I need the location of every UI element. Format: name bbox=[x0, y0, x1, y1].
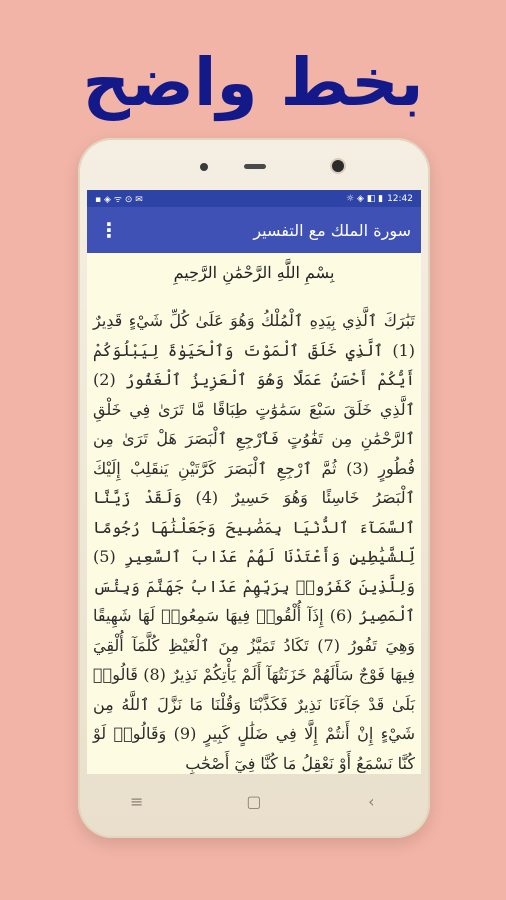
home-icon[interactable]: ▢ bbox=[246, 791, 262, 811]
basmala: بِسْمِ اللَّهِ الرَّحْمَٰنِ الرَّحِيمِ bbox=[173, 263, 335, 282]
proximity-sensor bbox=[200, 163, 208, 171]
app-title: سورة الملك مع التفسير bbox=[253, 220, 411, 240]
recent-apps-icon[interactable]: ≡ bbox=[129, 791, 144, 811]
status-bar bbox=[87, 190, 421, 207]
status-notification-icons bbox=[95, 192, 143, 205]
status-time: 12:42 bbox=[387, 193, 413, 204]
app-bar bbox=[87, 207, 421, 253]
promo-title: بخط واضح bbox=[82, 44, 424, 121]
navigation-bar bbox=[78, 776, 430, 826]
surah-text: تَبَٰرَكَ ٱلَّذِي بِيَدِهِ ٱلْمُلْكُ وَهُوَ عَلَىٰ كُلِّ شَيْءٍ قَدِيرٌ (1) ٱلَّذِي خَلَقَ ٱلْمَوْتَ وَٱلْحَيَوٰةَ لِيَبْلُوَكُمْ أَيُّكُمْ أَحْسَنُ عَمَلًا وَهُوَ ٱلْعَزِيزُ ٱلْغَفُورُ (2) ٱلَّذِي خَلَقَ سَبْعَ سَمَٰوَٰتٍ طِبَاقًا مَّا تَرَىٰ فِي خَلْقِ ٱلرَّحْمَٰنِ مِن تَفَٰوُتٍ فَٱرْجِعِ ٱلْبَصَرَ هَلْ تَرَىٰ مِن فُطُورٍ (3) ثُمَّ ٱرْجِعِ ٱلْبَصَرَ كَرَّتَيْنِ يَنقَلِبْ إِلَيْكَ ٱلْبَصَرُ خَاسِئًا وَهُوَ حَسِيرٌ (4) وَلَقَدْ زَيَّنَّا ٱلسَّمَآءَ ٱلدُّنْيَا بِمَصَٰبِيحَ وَجَعَلْنَٰهَا رُجُومًا لِّلشَّيَٰطِينِ وَأَعْتَدْنَا لَهُمْ عَذَابَ ٱلسَّعِيرِ (5) وَلِلَّذِينَ كَفَرُوا۟ بِرَبِّهِمْ عَذَابُ جَهَنَّمَ وَبِئْسَ ٱلْمَصِيرُ (6) إِذَآ أُلْقُوا۟ فِيهَا سَمِعُوا۟ لَهَا شَهِيقًا وَهِيَ تَفُورُ (7) تَكَادُ تَمَيَّزُ مِنَ ٱلْغَيْظِ كُلَّمَآ أُلْقِيَ فِيهَا فَوْجٌ سَأَلَهُمْ خَزَنَتُهَآ أَلَمْ يَأْتِكُمْ نَذِيرٌ (8) قَالُوا۟ بَلَىٰ قَدْ جَآءَنَا نَذِيرٌ فَكَذَّبْنَا وَقُلْنَا مَا نَزَّلَ ٱللَّهُ مِن شَيْءٍ إِنْ أَنتُمْ إِلَّا فِي ضَلَٰلٍ كَبِيرٍ (9) وَقَالُوا۟ لَوْ كُنَّا نَسْمَعُ أَوْ نَعْقِلُ مَا كُنَّا فِيٓ أَصْحَٰبِ bbox=[93, 311, 416, 773]
status-system-icons bbox=[346, 194, 413, 204]
earpiece-speaker bbox=[244, 164, 266, 169]
phone-frame bbox=[78, 138, 430, 838]
notification-icons: ▪ ◈ ᯤ ⊙ ✉ bbox=[95, 195, 143, 205]
back-icon[interactable]: ‹ bbox=[368, 791, 375, 811]
overflow-menu-icon[interactable]: ⋮ bbox=[99, 218, 119, 242]
front-camera-icon bbox=[332, 160, 344, 172]
phone-screen bbox=[87, 190, 421, 774]
signal-battery-icons: ☼ ◈ ◧ ▮ bbox=[346, 193, 384, 204]
